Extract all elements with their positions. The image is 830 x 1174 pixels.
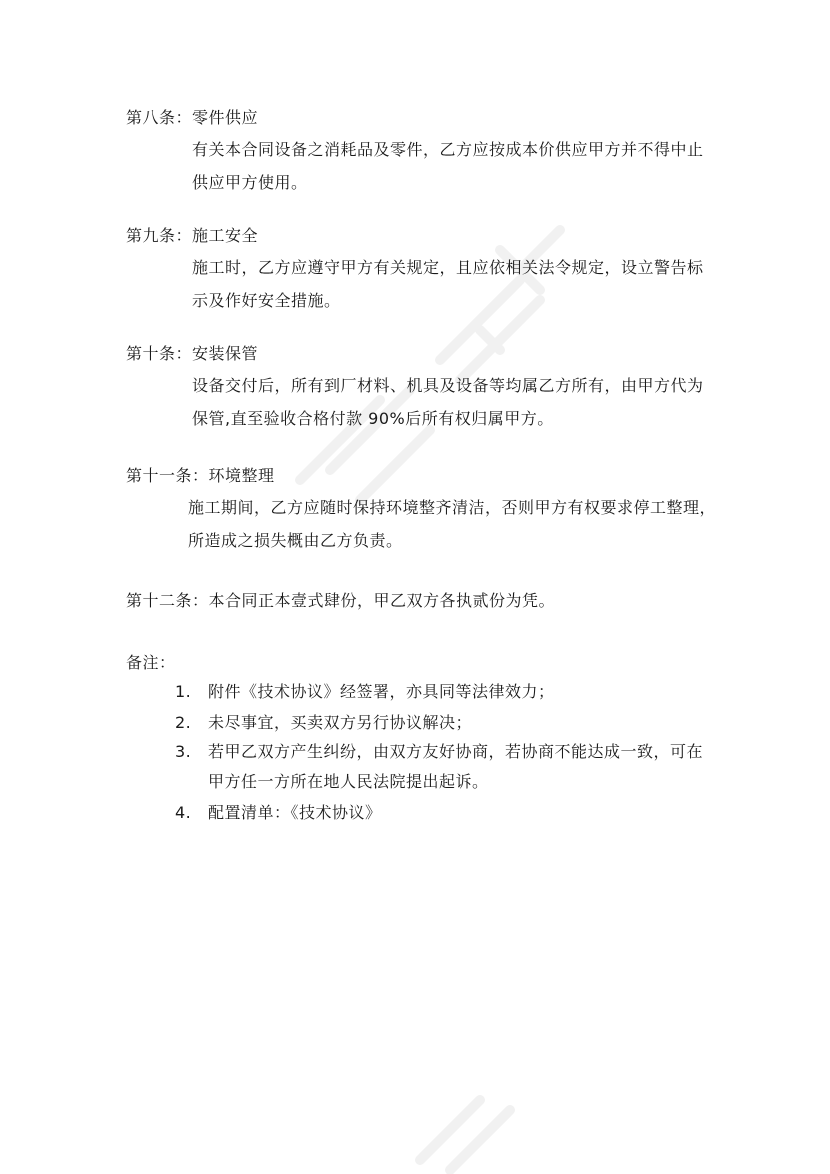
note-item-2 bbox=[175, 712, 472, 734]
note-number: 3. bbox=[175, 742, 192, 761]
article-11-line-1: 施工期间，乙方应随时保持环境整齐清洁，否则甲方有权要求停工整理， bbox=[188, 498, 717, 517]
article-9-body bbox=[192, 251, 722, 317]
article-11-heading: 第十一条：环境整理 bbox=[126, 466, 275, 485]
article-8-line-1: 有关本合同设备之消耗品及零件，乙方应按成本价供应甲方并不得中止 bbox=[192, 140, 704, 159]
note-number: 2. bbox=[175, 713, 192, 732]
article-10-line-2: 保管,直至验收合格付款 90%后所有权归属甲方。 bbox=[192, 409, 554, 428]
article-9-line-1: 施工时，乙方应遵守甲方有关规定，且应依相关法令规定，设立警告标 bbox=[192, 258, 704, 277]
note-text: 若甲乙双方产生纠纷，由双方友好协商，若协商不能达成一致，可在 bbox=[208, 742, 704, 761]
article-8-heading: 第八条：零件供应 bbox=[126, 108, 259, 127]
note-text: 配置清单：《技术协议》 bbox=[208, 803, 382, 822]
note-item-3 bbox=[175, 741, 703, 763]
article-12-heading: 第十二条：本合同正本壹式肆份，甲乙双方各执贰份为凭。 bbox=[126, 591, 556, 610]
article-9-line-2: 示及作好安全措施。 bbox=[192, 291, 341, 310]
article-11-body bbox=[188, 491, 718, 557]
notes-title: 备注： bbox=[126, 653, 176, 672]
article-8-body bbox=[192, 133, 722, 199]
article-10-line-1: 设备交付后，所有到厂材料、机具及设备等均属乙方所有，由甲方代为 bbox=[192, 376, 704, 395]
note-number: 1. bbox=[175, 682, 192, 701]
note-item-1 bbox=[175, 681, 555, 703]
article-10-heading: 第十条：安装保管 bbox=[126, 344, 259, 363]
article-11-line-2: 所造成之损失概由乙方负责。 bbox=[188, 531, 403, 550]
article-9-heading: 第九条：施工安全 bbox=[126, 226, 259, 245]
article-10-body bbox=[192, 369, 722, 435]
article-8-line-2: 供应甲方使用。 bbox=[192, 173, 308, 192]
note-number: 4. bbox=[175, 803, 192, 822]
note-item-3-continued: 甲方任一方所在地人民法院提出起诉。 bbox=[208, 772, 489, 791]
note-text: 未尽事宜，买卖双方另行协议解决； bbox=[208, 713, 473, 732]
note-text: 附件《技术协议》经签署，亦具同等法律效力； bbox=[208, 682, 555, 701]
note-item-4 bbox=[175, 802, 382, 824]
